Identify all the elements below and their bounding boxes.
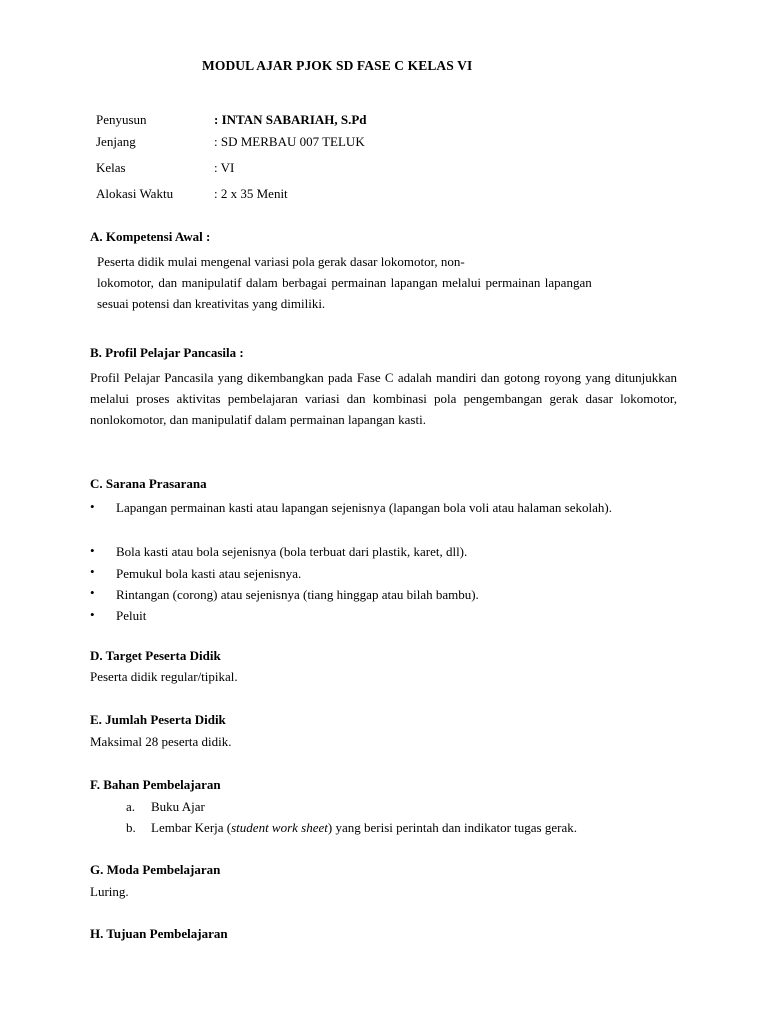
meta-label-kelas: Kelas [96,160,126,175]
meta-value-kelas: : VI [214,160,235,175]
meta-label-penyusun: Penyusun [96,112,147,127]
list-item: Pemukul bola kasti atau sejenisnya. [116,566,302,581]
section-f-heading: F. Bahan Pembelajaran [90,777,221,792]
bullet-icon: • [90,564,95,579]
meta-label-alokasi: Alokasi Waktu [96,186,174,201]
meta-label-jenjang: Jenjang [96,134,136,149]
bullet-icon: • [90,543,95,558]
meta-value-jenjang: : SD MERBAU 007 TELUK [214,134,365,149]
list-item-italic-text: student work sheet [231,820,328,835]
bullet-icon: • [90,585,95,600]
list-marker: b. [126,820,136,835]
list-item: Bola kasti atau bola sejenisnya (bola terbuat dari plastik, karet, dll). [116,544,468,559]
section-a-line: sesuai potensi dan kreativitas yang dimiliki. [97,296,326,311]
meta-value-alokasi: : 2 x 35 Menit [214,186,288,201]
list-item [151,820,577,836]
section-e-body: Maksimal 28 peserta didik. [90,734,232,749]
section-h-heading: H. Tujuan Pembelajaran [90,926,228,941]
section-e-heading: E. Jumlah Peserta Didik [90,712,226,727]
list-item: Buku Ajar [151,799,205,814]
bullet-icon: • [90,499,95,514]
meta-value-penyusun: : INTAN SABARIAH, S.Pd [214,112,367,127]
section-d-body: Peserta didik regular/tipikal. [90,669,238,684]
list-item: Lapangan permainan kasti atau lapangan sejenisnya (lapangan bola voli atau halaman sekolah). [116,500,612,515]
list-item: Peluit [116,608,147,623]
section-c-heading: C. Sarana Prasarana [90,476,207,491]
section-d-heading: D. Target Peserta Didik [90,648,221,663]
section-g-body: Luring. [90,884,129,899]
section-a-line: Peserta didik mulai mengenal variasi pola gerak dasar lokomotor, non- [97,254,465,269]
section-b-heading: B. Profil Pelajar Pancasila : [90,345,244,360]
list-item-text: Lembar Kerja ( [151,820,232,835]
bullet-icon: • [90,607,95,622]
list-item: Rintangan (corong) atau sejenisnya (tiang hinggap atau bilah bambu). [116,587,479,602]
section-b-body: Profil Pelajar Pancasila yang dikembangkan pada Fase C adalah mandiri dan gotong royong yang ditunjukkan melalui proses aktivitas pembelajaran variasi dan kombinasi pola pengembangan gerak dasar lokomotor, nonlokomotor, dan manipulatif dalam permainan lapangan kasti. [90,370,677,427]
section-g-heading: G. Moda Pembelajaran [90,862,221,877]
list-item-text: ) yang berisi perintah dan indikator tugas gerak. [327,820,577,835]
list-marker: a. [126,799,136,814]
section-a-line: lokomotor, dan manipulatif dalam berbagai permainan lapangan melalui permainan lapangan [97,275,592,290]
document-title: MODUL AJAR PJOK SD FASE C KELAS VI [202,58,473,73]
section-a-heading: A. Kompetensi Awal : [90,229,211,244]
